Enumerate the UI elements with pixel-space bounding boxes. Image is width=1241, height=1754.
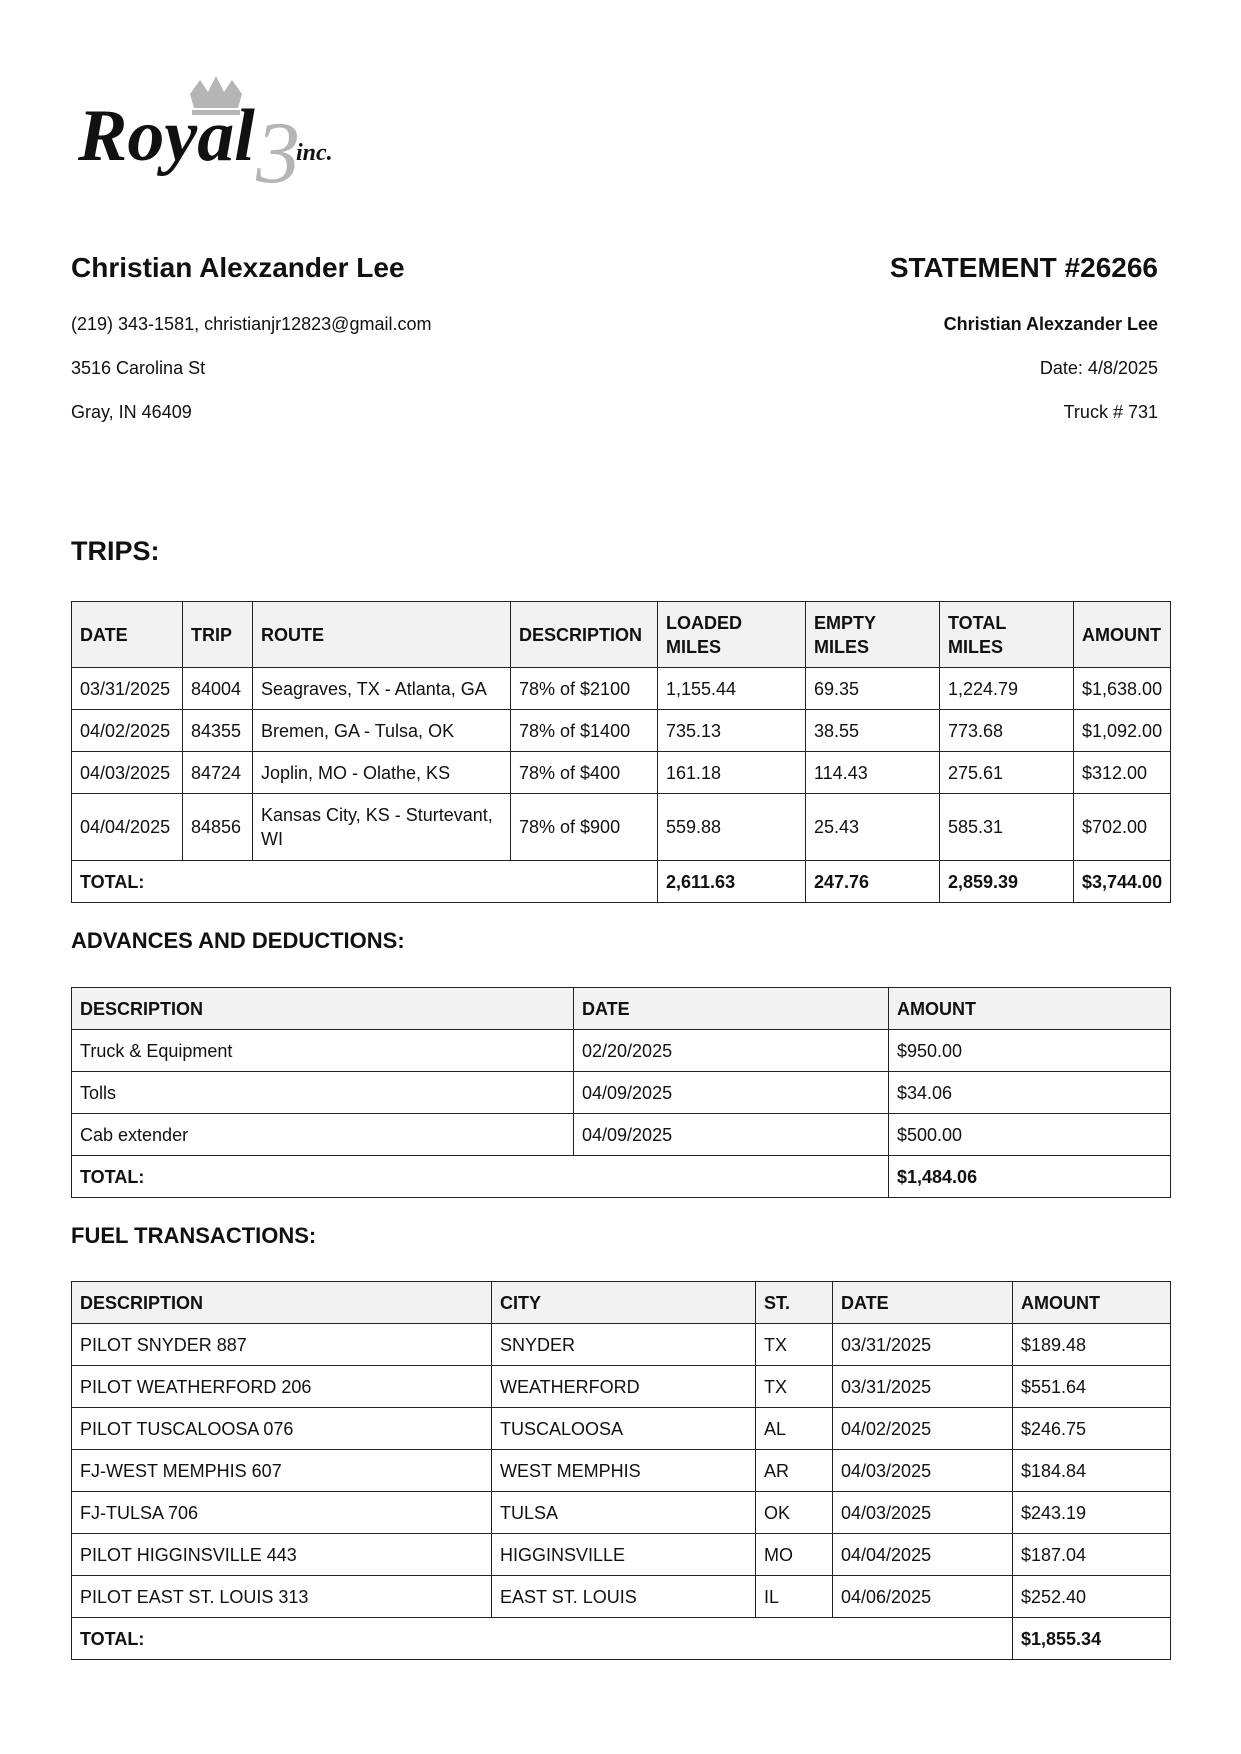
trips-header-row [72,602,1171,668]
table-cell: 78% of $1400 [511,710,658,752]
column-header: AMOUNT [889,988,1171,1030]
table-cell: 02/20/2025 [574,1030,889,1072]
driver-info [71,248,631,434]
table-cell: 84856 [183,794,253,861]
table-cell: 84004 [183,668,253,710]
table-cell: AR [756,1450,833,1492]
trips-table [71,601,1171,903]
logo-wordmark: Royal [78,95,255,177]
table-row [72,1576,1171,1618]
table-cell: FJ-WEST MEMPHIS 607 [72,1450,492,1492]
total-amount: $1,484.06 [889,1156,1171,1198]
total-loaded-miles: 2,611.63 [658,861,806,903]
table-cell: SNYDER [492,1324,756,1366]
total-miles: 2,859.39 [940,861,1074,903]
table-cell: 1,224.79 [940,668,1074,710]
driver-street: 3516 Carolina St [71,358,206,378]
column-header: DATE [833,1282,1013,1324]
table-row [72,1324,1171,1366]
table-cell: 69.35 [806,668,940,710]
table-row [72,1072,1171,1114]
table-cell: $34.06 [889,1072,1171,1114]
table-cell: PILOT SNYDER 887 [72,1324,492,1366]
driver-contact: (219) 343-1581, christianjr12823@gmail.com [71,314,432,334]
table-cell: 559.88 [658,794,806,861]
table-cell: 735.13 [658,710,806,752]
driver-name: Christian Alexzander Lee [71,252,405,283]
column-header: CITY [492,1282,756,1324]
column-header: TRIP [183,602,253,668]
table-cell: 84355 [183,710,253,752]
column-header: LOADED MILES [658,602,806,668]
table-cell: Truck & Equipment [72,1030,574,1072]
fuel-heading: FUEL TRANSACTIONS: [71,1223,317,1248]
table-cell: 773.68 [940,710,1074,752]
table-cell: 275.61 [940,752,1074,794]
table-cell: Kansas City, KS - Sturtevant, WI [253,794,511,861]
table-cell: TUSCALOOSA [492,1408,756,1450]
table-row [72,794,1171,861]
table-cell: 161.18 [658,752,806,794]
table-row [72,668,1171,710]
table-cell: TULSA [492,1492,756,1534]
table-cell: PILOT WEATHERFORD 206 [72,1366,492,1408]
statement-name: Christian Alexzander Lee [943,314,1158,334]
advances-total-row [72,1156,1171,1198]
table-row [72,1114,1171,1156]
table-cell: Cab extender [72,1114,574,1156]
table-cell: 04/03/2025 [833,1450,1013,1492]
column-header: EMPTY MILES [806,602,940,668]
table-cell: EAST ST. LOUIS [492,1576,756,1618]
trips-total-row [72,861,1171,903]
statement-title: STATEMENT #26266 [889,252,1158,283]
column-header: AMOUNT [1013,1282,1171,1324]
table-cell: Tolls [72,1072,574,1114]
table-cell: IL [756,1576,833,1618]
driver-city: Gray, IN 46409 [71,402,192,422]
table-cell: MO [756,1534,833,1576]
table-row [72,1534,1171,1576]
table-cell: $702.00 [1074,794,1171,861]
table-cell: WEATHERFORD [492,1366,756,1408]
advances-header-row [72,988,1171,1030]
table-cell: 38.55 [806,710,940,752]
table-cell: 04/02/2025 [833,1408,1013,1450]
table-row [72,1450,1171,1492]
table-row [72,1366,1171,1408]
total-label: TOTAL: [72,1156,889,1198]
statement-date: Date: 4/8/2025 [1039,358,1158,378]
fuel-total-row [72,1618,1171,1660]
table-cell: $1,638.00 [1074,668,1171,710]
column-header: ST. [756,1282,833,1324]
table-cell: 78% of $400 [511,752,658,794]
total-amount: $3,744.00 [1074,861,1171,903]
table-cell: 04/03/2025 [833,1492,1013,1534]
total-empty-miles: 247.76 [806,861,940,903]
table-cell: 04/04/2025 [72,794,183,861]
company-logo [78,74,388,194]
total-amount: $1,855.34 [1013,1618,1171,1660]
table-cell: FJ-TULSA 706 [72,1492,492,1534]
logo-suffix: inc. [296,140,333,166]
table-cell: 114.43 [806,752,940,794]
table-cell: $189.48 [1013,1324,1171,1366]
statement-truck: Truck # 731 [1063,402,1158,422]
table-cell: OK [756,1492,833,1534]
table-cell: Bremen, GA - Tulsa, OK [253,710,511,752]
table-cell: $246.75 [1013,1408,1171,1450]
table-cell: TX [756,1324,833,1366]
column-header: DESCRIPTION [72,1282,492,1324]
column-header: AMOUNT [1074,602,1171,668]
table-cell: AL [756,1408,833,1450]
table-cell: TX [756,1366,833,1408]
table-cell: 04/06/2025 [833,1576,1013,1618]
table-cell: 03/31/2025 [72,668,183,710]
trips-heading: TRIPS: [71,536,160,566]
column-header: ROUTE [253,602,511,668]
advances-heading: ADVANCES AND DEDUCTIONS: [71,928,405,953]
table-cell: PILOT TUSCALOOSA 076 [72,1408,492,1450]
table-row [72,710,1171,752]
table-cell: WEST MEMPHIS [492,1450,756,1492]
table-cell: 585.31 [940,794,1074,861]
advances-table [71,987,1171,1198]
table-cell: $312.00 [1074,752,1171,794]
table-cell: 1,155.44 [658,668,806,710]
fuel-table [71,1281,1171,1660]
column-header: TOTAL MILES [940,602,1074,668]
logo-number: 3 [256,105,300,194]
table-cell: HIGGINSVILLE [492,1534,756,1576]
table-cell: PILOT EAST ST. LOUIS 313 [72,1576,492,1618]
table-cell: Joplin, MO - Olathe, KS [253,752,511,794]
table-cell: 04/03/2025 [72,752,183,794]
table-cell: 78% of $2100 [511,668,658,710]
column-header: DESCRIPTION [72,988,574,1030]
table-row [72,1492,1171,1534]
table-cell: $500.00 [889,1114,1171,1156]
table-cell: 03/31/2025 [833,1324,1013,1366]
total-label: TOTAL: [72,861,658,903]
table-cell: $950.00 [889,1030,1171,1072]
table-cell: PILOT HIGGINSVILLE 443 [72,1534,492,1576]
table-row [72,1408,1171,1450]
table-cell: Seagraves, TX - Atlanta, GA [253,668,511,710]
table-cell: 25.43 [806,794,940,861]
fuel-header-row [72,1282,1171,1324]
table-cell: $551.64 [1013,1366,1171,1408]
table-cell: 04/09/2025 [574,1114,889,1156]
table-cell: $252.40 [1013,1576,1171,1618]
total-label: TOTAL: [72,1618,1013,1660]
table-cell: $243.19 [1013,1492,1171,1534]
table-cell: $184.84 [1013,1450,1171,1492]
table-cell: 04/02/2025 [72,710,183,752]
table-row [72,1030,1171,1072]
column-header: DESCRIPTION [511,602,658,668]
column-header: DATE [72,602,183,668]
table-cell: 78% of $900 [511,794,658,861]
table-cell: 84724 [183,752,253,794]
table-cell: 04/04/2025 [833,1534,1013,1576]
statement-info [598,248,1158,434]
column-header: DATE [574,988,889,1030]
table-cell: $1,092.00 [1074,710,1171,752]
table-cell: 03/31/2025 [833,1366,1013,1408]
table-cell: 04/09/2025 [574,1072,889,1114]
table-cell: $187.04 [1013,1534,1171,1576]
table-row [72,752,1171,794]
